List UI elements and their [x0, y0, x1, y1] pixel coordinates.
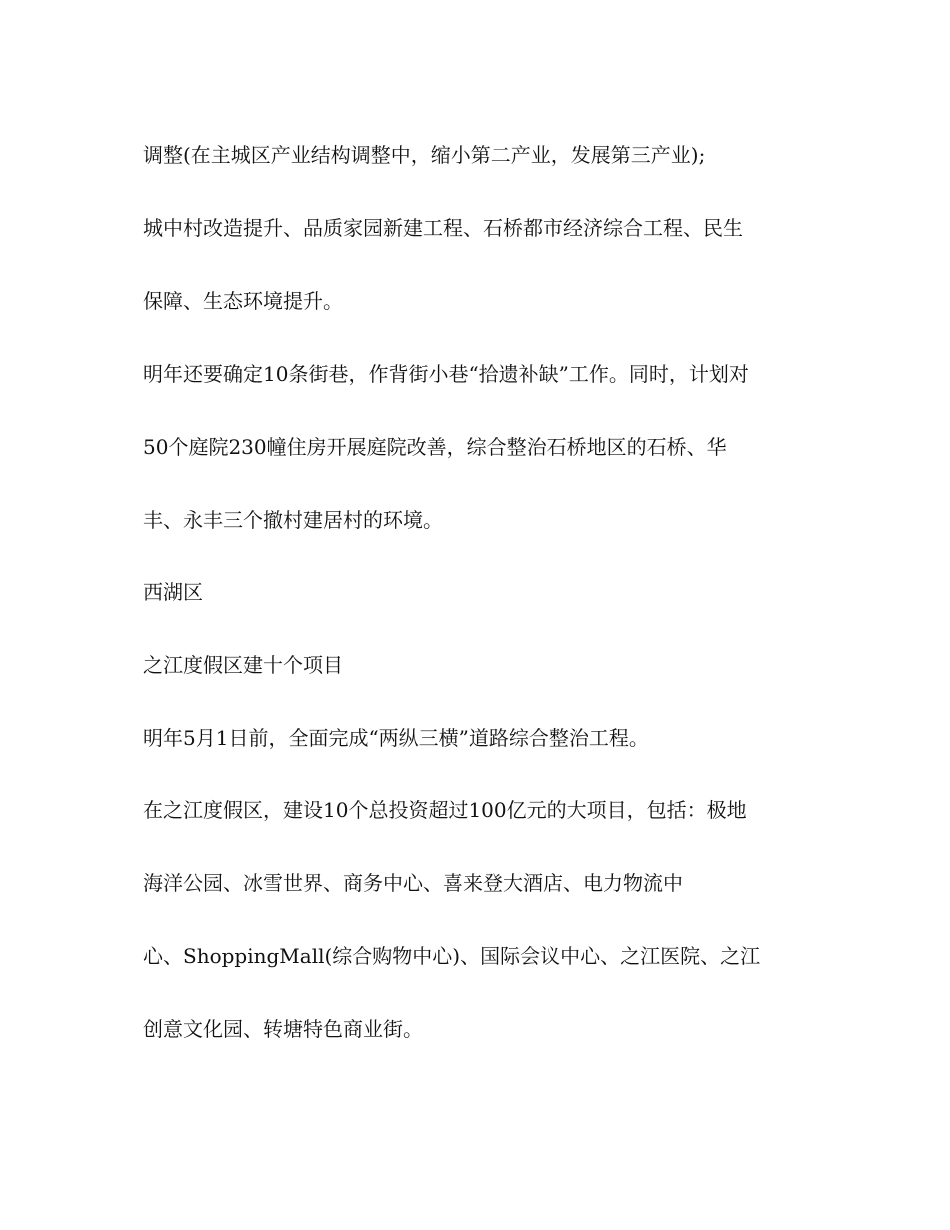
text-line: 在之江度假区，建设10个总投资超过100亿元的大项目，包括：极地	[143, 798, 747, 822]
sub-heading: 之江度假区建十个项目	[143, 653, 343, 677]
text-line: 明年还要确定10条街巷，作背街小巷“拾遗补缺”工作。同时，计划对	[143, 362, 749, 386]
text-line: 丰、永丰三个撤村建居村的环境。	[143, 508, 443, 532]
text-line: 50个庭院230幢住房开展庭院改善，综合整治石桥地区的石桥、华	[143, 435, 727, 459]
text-line: 调整(在主城区产业结构调整中，缩小第二产业，发展第三产业);	[143, 143, 706, 167]
text-line: 心、ShoppingMall(综合购物中心)、国际会议中心、之江医院、之江	[143, 944, 761, 968]
text-line: 保障、生态环境提升。	[143, 289, 343, 313]
text-line: 城中村改造提升、品质家园新建工程、石桥都市经济综合工程、民生	[143, 216, 743, 240]
section-heading: 西湖区	[143, 580, 203, 604]
text-line: 明年5月1日前，全面完成“两纵三横”道路综合整治工程。	[143, 726, 649, 750]
text-line: 海洋公园、冰雪世界、商务中心、喜来登大酒店、电力物流中	[143, 871, 683, 895]
text-line: 创意文化园、转塘特色商业街。	[143, 1017, 423, 1041]
